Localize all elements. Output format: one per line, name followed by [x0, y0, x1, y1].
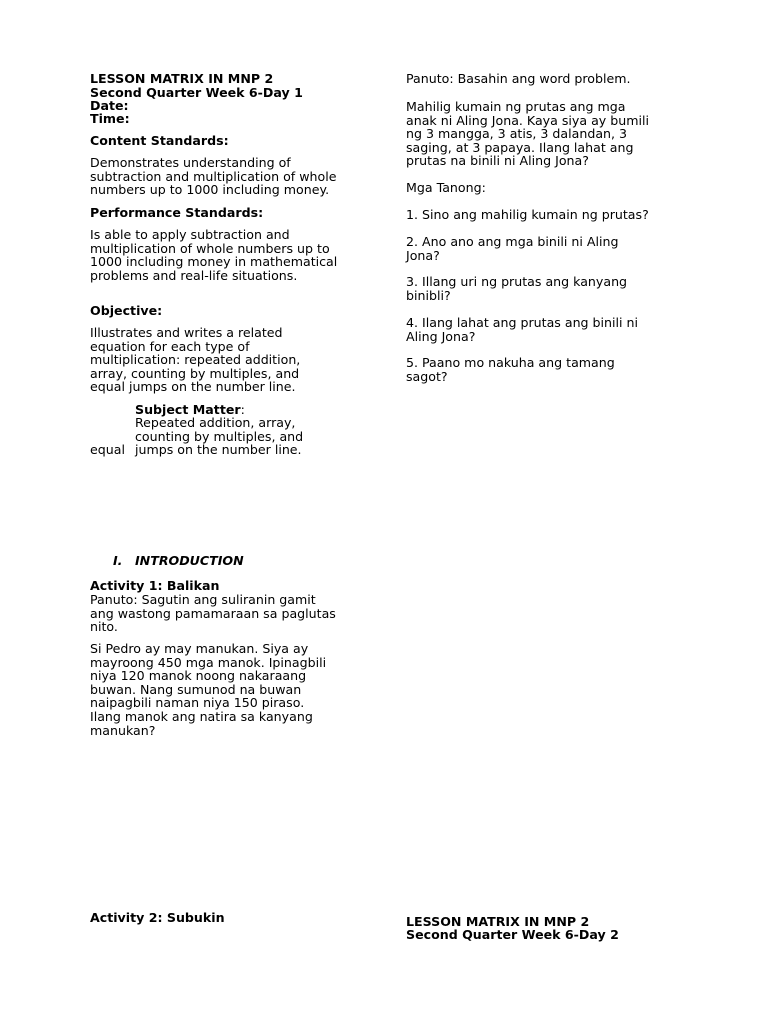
right-directions: Panuto: Basahin ang word problem.	[406, 71, 631, 86]
activity1-problem: Si Pedro ay may manukan. Siya ay mayroong 450 mga manok. Ipinagbili niya 120 manok noong nakaraang buwan. Nang sumunod na buwan naipagbili naman niya 150 piraso. Ilang manok ang natira sa kanyang manukan?	[90, 641, 327, 738]
activity1-directions: Panuto: Sagutin ang suliranin gamit ang wastong pamamaraan sa paglutas nito.	[90, 592, 336, 635]
content-standards-text: Demonstrates understanding of subtraction and multiplication of whole numbers up to 1000 including money.	[90, 155, 337, 198]
subject-matter-text-2: counting by multiples, and	[135, 429, 304, 444]
lesson-subtitle: Second Quarter Week 6-Day 1	[90, 85, 303, 100]
subject-matter-colon: :	[240, 402, 245, 417]
activity2-heading: Activity 2: Subukin	[90, 910, 225, 925]
performance-standards-heading: Performance Standards:	[90, 205, 264, 220]
footer-lesson-title: LESSON MATRIX IN MNP 2	[406, 914, 590, 929]
right-problem: Mahilig kumain ng prutas ang mga anak ni Aling Jona. Kaya siya ay bumili ng 3 mangga, 3 atis, 3 dalandan, 3 saging, at 3 papaya. Ilang lahat ang prutas na binili ni Aling Jona?	[406, 99, 649, 169]
question-item: 3. Illang uri ng prutas ang kanyang binibli?	[406, 274, 628, 303]
introduction-heading: INTRODUCTION	[135, 553, 244, 568]
activity1-heading: Activity 1: Balikan	[90, 578, 220, 593]
subject-matter-text-1: Repeated addition, array,	[135, 415, 296, 430]
question-item: 5. Paano mo nakuha ang tamang sagot?	[406, 355, 615, 384]
questions-label: Mga Tanong:	[406, 180, 486, 195]
subject-matter-text-3: jumps on the number line.	[135, 442, 302, 457]
objective-text: Illustrates and writes a related equation for each type of multiplication: repeated addition, array, counting by multiples, and equal jumps on the number line.	[90, 325, 301, 395]
content-standards-heading: Content Standards:	[90, 133, 229, 148]
lesson-title: LESSON MATRIX IN MNP 2	[90, 71, 274, 86]
date-label: Date:	[90, 98, 129, 113]
question-item: 2. Ano ano ang mga binili ni Aling Jona?	[406, 234, 619, 263]
introduction-numeral: I.	[113, 553, 123, 568]
performance-standards-text: Is able to apply subtraction and multiplication of whole numbers up to 1000 including money in mathematical problems and real-life situations.	[90, 227, 338, 283]
subject-matter-label: Subject Matter	[135, 402, 241, 417]
objective-heading: Objective:	[90, 303, 163, 318]
time-label: Time:	[90, 111, 130, 126]
question-item: 4. Ilang lahat ang prutas ang binili ni Aling Jona?	[406, 315, 639, 344]
subject-matter-text-3-prefix: equal	[90, 442, 125, 457]
footer-lesson-subtitle: Second Quarter Week 6-Day 2	[406, 927, 619, 942]
question-item: 1. Sino ang mahilig kumain ng prutas?	[406, 207, 649, 222]
